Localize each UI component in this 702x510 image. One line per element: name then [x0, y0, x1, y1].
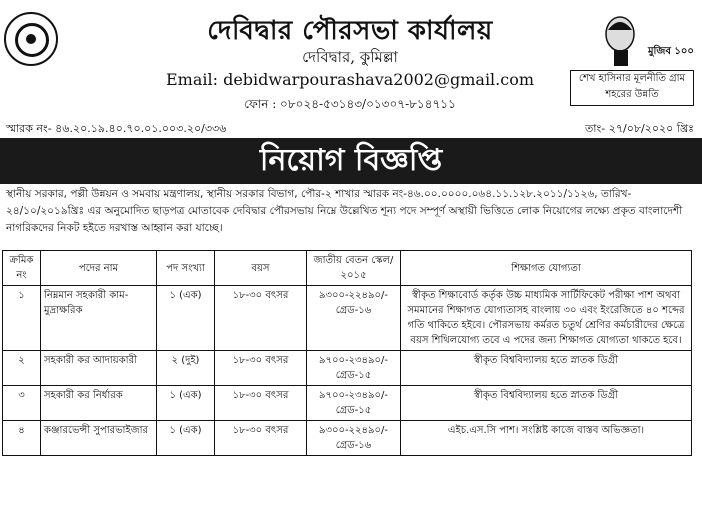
intro-paragraph: স্থানীয় সরকার, পল্লী উন্নয়ন ও সমবায় মন্ত্রণালয়, স্থানীয় সরকার বিভাগ, পৌর-২ শাখার স্মারক নং-৪৬.০০.০০০০.০৬৪.১১.১২৮.২০১১/১১২৬, তারিখ- ২৪/১০/২০১৯খ্রিঃ এর অনুমোদিত ছাড়পত্র মোতাবেক দেবিদ্বার পৌরসভায় নিম্নে উল্লেখিত শূন্য পদে সম্পূর্ণ অস্থায়ী ভিত্তিতে লোক নিয়োগের লক্ষ্যে প্রকৃত বাংলাদেশী নাগরিকদের নিকট হইতে দরখাস্ত আহ্বান করা যাচ্ছে। [6, 188, 683, 234]
row-age: ১৮-৩০ বৎসর [215, 421, 307, 456]
row-serial: ২ [3, 351, 41, 386]
row-count: ১ (এক) [157, 386, 215, 421]
col-count: পদ সংখ্যা [157, 251, 215, 286]
table-row [3, 386, 692, 421]
row-age: ১৮-৩০ বৎসর [215, 286, 307, 351]
table-row [3, 421, 692, 456]
row-count: ২ (দুই) [157, 351, 215, 386]
row-age: ১৮-৩০ বৎসর [215, 351, 307, 386]
row-age: ১৮-৩০ বৎসর [215, 386, 307, 421]
memo-date: তাং- ২৭/০৮/২০২০ খ্রিঃ [585, 122, 694, 135]
office-title: দেবিদ্বার পৌরসভা কার্যালয় [207, 16, 493, 46]
row-scale: ৯৭০০-২৩৪৯০/- গ্রেড-১৫ [307, 351, 401, 386]
row-count: ১ (এক) [157, 421, 215, 456]
slogan-box: শেখ হাসিনার মূলনীতি গ্রাম শহরের উন্নতি [570, 70, 694, 106]
col-scale: জাতীয় বেতন স্কেল/২০১৫ [307, 251, 401, 286]
row-post: সহকারী কর নির্ধারক [41, 386, 157, 421]
row-post: কঞ্জারভেন্সী সুপারভাইজার [41, 421, 157, 456]
row-serial: ৪ [3, 421, 41, 456]
col-age: বয়স [215, 251, 307, 286]
row-count: ১ (এক) [157, 286, 215, 351]
row-scale: ৯৭০০-২৩৪৯০/- গ্রেড-১৫ [307, 386, 401, 421]
row-scale: ৯৩০০-২২৪৯০/- গ্রেড-১৬ [307, 421, 401, 456]
row-post: সহকারী কর আদায়কারী [41, 351, 157, 386]
col-serial: ক্রমিক নং [3, 251, 41, 286]
municipality-seal-icon [4, 12, 58, 66]
office-email: Email: debidwarpourashava2002@gmail.com [165, 70, 535, 89]
row-scale: ৯৩০০-২২৪৯০/- গ্রেড-১৬ [307, 286, 401, 351]
memo-number: স্মারক নং- ৪৬.২০.১৯.৪০.৭০.০১.০০৩.২০/৩৩৬ [6, 122, 227, 135]
row-post: নিম্নমান সহকারী কাম-মুদ্রাক্ষরিক [41, 286, 157, 351]
office-phone: ফোন : ০৮০২৪-৫৩১৪৩/০১৩০৭-৮১৪৭১১ [244, 97, 456, 111]
row-serial: ৩ [3, 386, 41, 421]
office-location: দেবিদ্বার, কুমিল্লা [302, 48, 398, 66]
row-qualification: এইচ.এস.সি পাশ। সংশ্লিষ্ট কাজে বাস্তব অভিজ্ঞতা। [401, 421, 692, 456]
vacancy-table [2, 250, 692, 456]
row-serial: ১ [3, 286, 41, 351]
mujib-100-badge: মুজিব ১০০ [648, 46, 694, 57]
row-qualification: স্বীকৃত বিশ্ববিদ্যালয় হতে স্নাতক ডিগ্রী [401, 351, 692, 386]
col-post: পদের নাম [41, 251, 157, 286]
col-qualification: শিক্ষাগত যোগ্যতা [401, 251, 692, 286]
notice-banner: নিয়োগ বিজ্ঞপ্তি [0, 138, 702, 184]
table-row [3, 286, 692, 351]
table-header-row [3, 251, 692, 286]
table-row [3, 351, 692, 386]
row-qualification: স্বীকৃত শিক্ষাবোর্ড কর্তৃক উচ্চ মাধ্যমিক সার্টিফিকেট পরীক্ষা পাশ অথবা সমমানের শিক্ষাগত যোগ্যতাসহ বাংলায় ৩০ এবং ইংরেজিতে ৪০ শব্দের গতি থাকিতে হইবে। পৌরসভায় কর্মরত চতুর্থ শ্রেণির কর্মচারীদের ক্ষেত্রে বয়স শিথিলযোগ্য তবে এ পদের জন্য শিক্ষাগত যোগ্যতা থাকতে হবে। [401, 286, 692, 351]
row-qualification: স্বীকৃত বিশ্ববিদ্যালয় হতে স্নাতক ডিগ্রী [401, 386, 692, 421]
